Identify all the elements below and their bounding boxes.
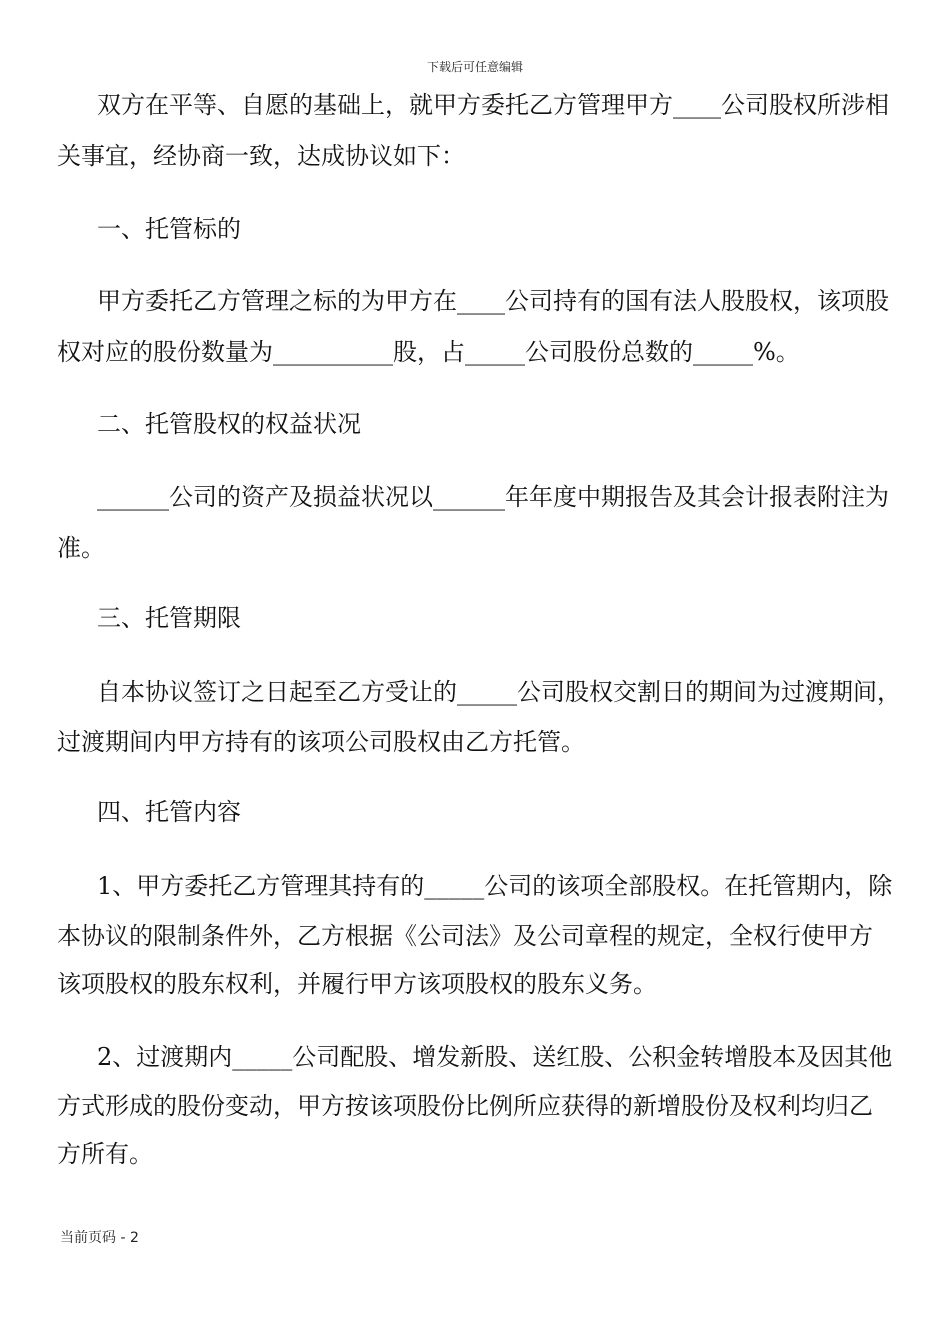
heading-content: 四、托管内容 [97, 798, 241, 826]
intro-line-2: 关事宜，经协商一致，达成协议如下： [57, 142, 465, 170]
subject-line-2: 权对应的股份数量为__________股，占_____公司股份总数的_____%。 [57, 338, 800, 366]
term-line-2: 过渡期间内甲方持有的该项公司股权由乙方托管。 [57, 728, 585, 756]
content-2-line-1: 2、过渡期内_____公司配股、增发新股、送红股、公积金转增股本及因其他 [97, 1043, 893, 1071]
subject-line-1: 甲方委托乙方管理之标的为甲方在____公司持有的国有法人股股权，该项股 [97, 287, 889, 315]
equity-status-line-2: 准。 [57, 534, 105, 562]
heading-term: 三、托管期限 [97, 604, 241, 632]
heading-subject: 一、托管标的 [97, 215, 241, 243]
page-header: 下载后可任意编辑 [426, 60, 523, 74]
content-2-line-2: 方式形成的股份变动，甲方按该项股份比例所应获得的新增股份及权利均归乙 [57, 1092, 873, 1120]
heading-equity-status: 二、托管股权的权益状况 [97, 410, 361, 438]
content-1-line-1: 1、甲方委托乙方管理其持有的_____公司的该项全部股权。在托管期内，除 [97, 872, 893, 900]
content-2-line-3: 方所有。 [57, 1140, 153, 1168]
equity-status-line-1: ______公司的资产及损益状况以______年年度中期报告及其会计报表附注为 [97, 483, 889, 511]
page-number: 当前页码 - 2 [60, 1230, 139, 1246]
content-1-line-3: 该项股权的股东权利，并履行甲方该项股权的股东义务。 [57, 970, 657, 998]
intro-line-1: 双方在平等、自愿的基础上，就甲方委托乙方管理甲方____公司股权所涉相 [97, 91, 889, 119]
content-1-line-2: 本协议的限制条件外，乙方根据《公司法》及公司章程的规定，全权行使甲方 [57, 922, 873, 950]
term-line-1: 自本协议签订之日起至乙方受让的_____公司股权交割日的期间为过渡期间， [97, 678, 901, 706]
